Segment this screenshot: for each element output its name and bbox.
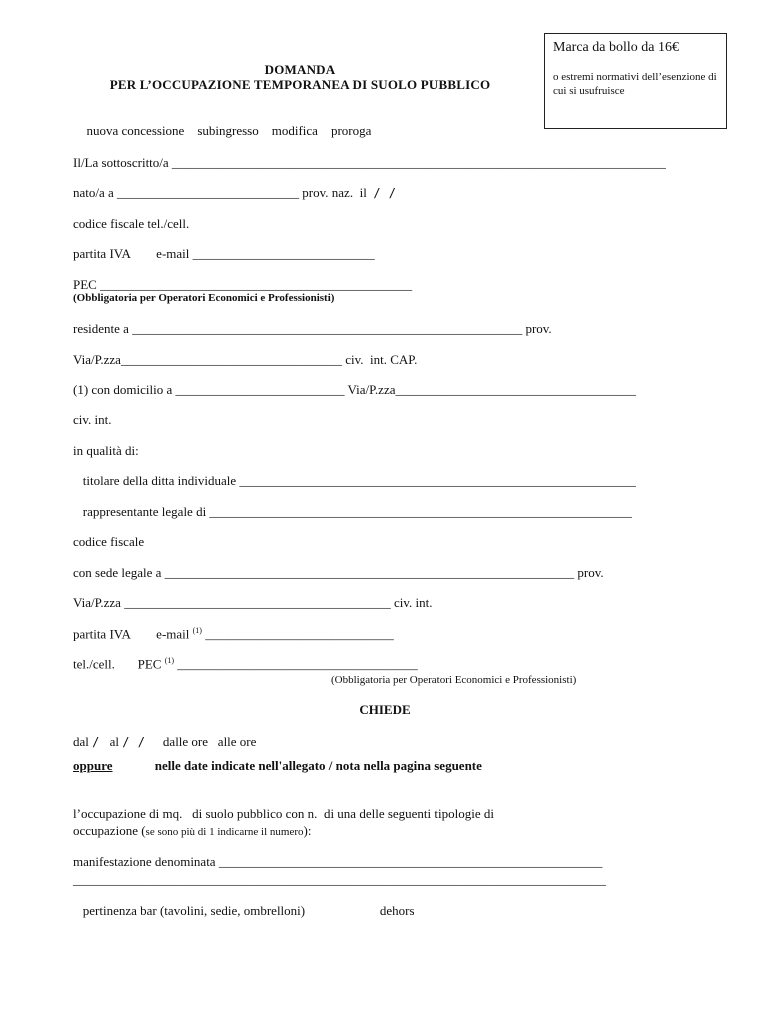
pec2-field[interactable]: _____________________________________ bbox=[177, 656, 418, 672]
birthplace-field[interactable]: nato/a a ____________________________ prov. bbox=[73, 185, 329, 200]
attached-dates-label: nelle date indicate nell'allegato / nota nella pagina seguente bbox=[154, 758, 482, 773]
residence-field[interactable]: residente a ____________________________________________________________ prov. bbox=[73, 321, 552, 336]
domicile-field[interactable]: (1) con domicilio a __________________________ Via/P.zza_____________________________________ bbox=[73, 382, 636, 397]
int2-label: int. bbox=[94, 412, 112, 427]
birth-row bbox=[73, 185, 397, 201]
manifestazione-row bbox=[73, 854, 602, 870]
pertinenza-label: pertinenza bar (tavolini, sedie, ombrelloni) bbox=[82, 903, 306, 918]
signer-name-field[interactable]: Il/La sottoscritto/a ____________________________________________________________________________ bbox=[73, 155, 666, 170]
pec2-note: (Obbligatoria per Operatori Economici e Professionisti) bbox=[331, 674, 577, 686]
dal-label: dal bbox=[73, 734, 89, 749]
naz-label: naz. bbox=[331, 185, 354, 200]
manifestazione-line[interactable]: __________________________________________________________________________________ bbox=[73, 872, 606, 887]
sede-field[interactable]: con sede legale a _______________________________________________________________ prov. bbox=[73, 565, 604, 580]
titolare-row bbox=[73, 473, 636, 489]
cf-label: codice fiscale bbox=[73, 216, 145, 231]
request-type-options bbox=[80, 123, 371, 139]
email2-footnote: (1) bbox=[192, 626, 202, 635]
al-boxes[interactable]: / / bbox=[122, 735, 154, 749]
subingresso-label: subingresso bbox=[197, 123, 259, 138]
chiede-title: CHIEDE bbox=[359, 702, 411, 717]
occ-label-3: ): bbox=[303, 823, 312, 838]
stamp-title: Marca da bollo da 16€ bbox=[553, 40, 679, 55]
piva-row bbox=[73, 246, 375, 262]
pec-field[interactable]: PEC ________________________________________________ bbox=[73, 277, 413, 292]
manifestazione-field[interactable]: manifestazione denominata ___________________________________________________________ bbox=[73, 854, 603, 869]
al-label: al bbox=[109, 734, 120, 749]
int3-label: int. bbox=[415, 595, 433, 610]
domicile-civ-row bbox=[73, 412, 112, 428]
oppure-row bbox=[73, 758, 482, 774]
nuova-label: nuova concessione bbox=[86, 123, 185, 138]
occ-note: se sono più di 1 indicarne il numero bbox=[145, 826, 304, 838]
period-row bbox=[73, 734, 256, 750]
birthdate-boxes[interactable]: / / bbox=[373, 186, 397, 200]
qualita-label: in qualità di: bbox=[73, 443, 139, 458]
stamp-note: o estremi normativi dell’esenzione di cui si usufruisce bbox=[553, 71, 717, 97]
pec2-label: PEC bbox=[137, 656, 162, 672]
civ2-label: civ. bbox=[73, 412, 92, 427]
form-title: DOMANDA bbox=[264, 62, 336, 77]
email-field[interactable]: e-mail ____________________________ bbox=[156, 246, 375, 261]
residence-row bbox=[73, 321, 552, 337]
oppure-label: oppure bbox=[73, 758, 113, 773]
modifica-label: modifica bbox=[271, 123, 318, 138]
tel2-label: tel./cell. bbox=[73, 656, 115, 672]
dehors-label: dehors bbox=[379, 903, 415, 918]
date-label: il bbox=[359, 185, 367, 200]
sede-row bbox=[73, 565, 604, 581]
form-subtitle: PER L’OCCUPAZIONE TEMPORANEA DI SUOLO PUBBLICO bbox=[109, 77, 491, 92]
titolare-field[interactable]: titolare della ditta individuale _____________________________________________________________ bbox=[82, 473, 636, 488]
rappresentante-row bbox=[73, 504, 632, 520]
address-row bbox=[73, 352, 421, 368]
dal-boxes[interactable]: / bbox=[92, 735, 100, 749]
email2-field[interactable]: _____________________________ bbox=[205, 626, 394, 642]
tel-label: tel./cell. bbox=[147, 216, 190, 231]
occ-n-label: di suolo pubblico con n. bbox=[192, 806, 318, 821]
occupation-row-2 bbox=[73, 823, 311, 839]
pec-note: (Obbligatoria per Operatori Economici e Professionisti) bbox=[73, 292, 335, 304]
occ-type-label: di una delle seguenti tipologie di bbox=[323, 806, 494, 821]
cap-label: CAP. bbox=[390, 352, 418, 367]
occ-label-2: occupazione ( bbox=[73, 823, 146, 838]
pec2-footnote: (1) bbox=[164, 656, 175, 665]
piva-label: partita IVA bbox=[73, 246, 131, 261]
company-piva-row bbox=[73, 626, 394, 642]
company-cf-row bbox=[73, 534, 144, 550]
alle-label: alle ore bbox=[217, 734, 257, 749]
piva2-label: partita IVA bbox=[73, 626, 131, 642]
company-address-row bbox=[73, 595, 432, 611]
int-label: int. bbox=[370, 352, 387, 367]
rappresentante-field[interactable]: rappresentante legale di _________________________________________________________________ bbox=[82, 504, 632, 519]
occ-mq-label: l’occupazione di mq. bbox=[73, 806, 183, 821]
revenue-stamp-box bbox=[544, 33, 727, 129]
pertinenza-row bbox=[73, 903, 415, 919]
company-tel-row bbox=[73, 656, 418, 672]
occupation-row bbox=[73, 806, 494, 822]
street-field[interactable]: Via/P.zza__________________________________ civ. bbox=[73, 352, 364, 367]
cf2-label: codice fiscale bbox=[73, 534, 145, 549]
company-street-field[interactable]: Via/P.zza _________________________________________ civ. bbox=[73, 595, 413, 610]
cf-row bbox=[73, 216, 189, 232]
email2-label: e-mail bbox=[156, 626, 190, 642]
proroga-label: proroga bbox=[330, 123, 372, 138]
dalle-label: dalle ore bbox=[162, 734, 209, 749]
